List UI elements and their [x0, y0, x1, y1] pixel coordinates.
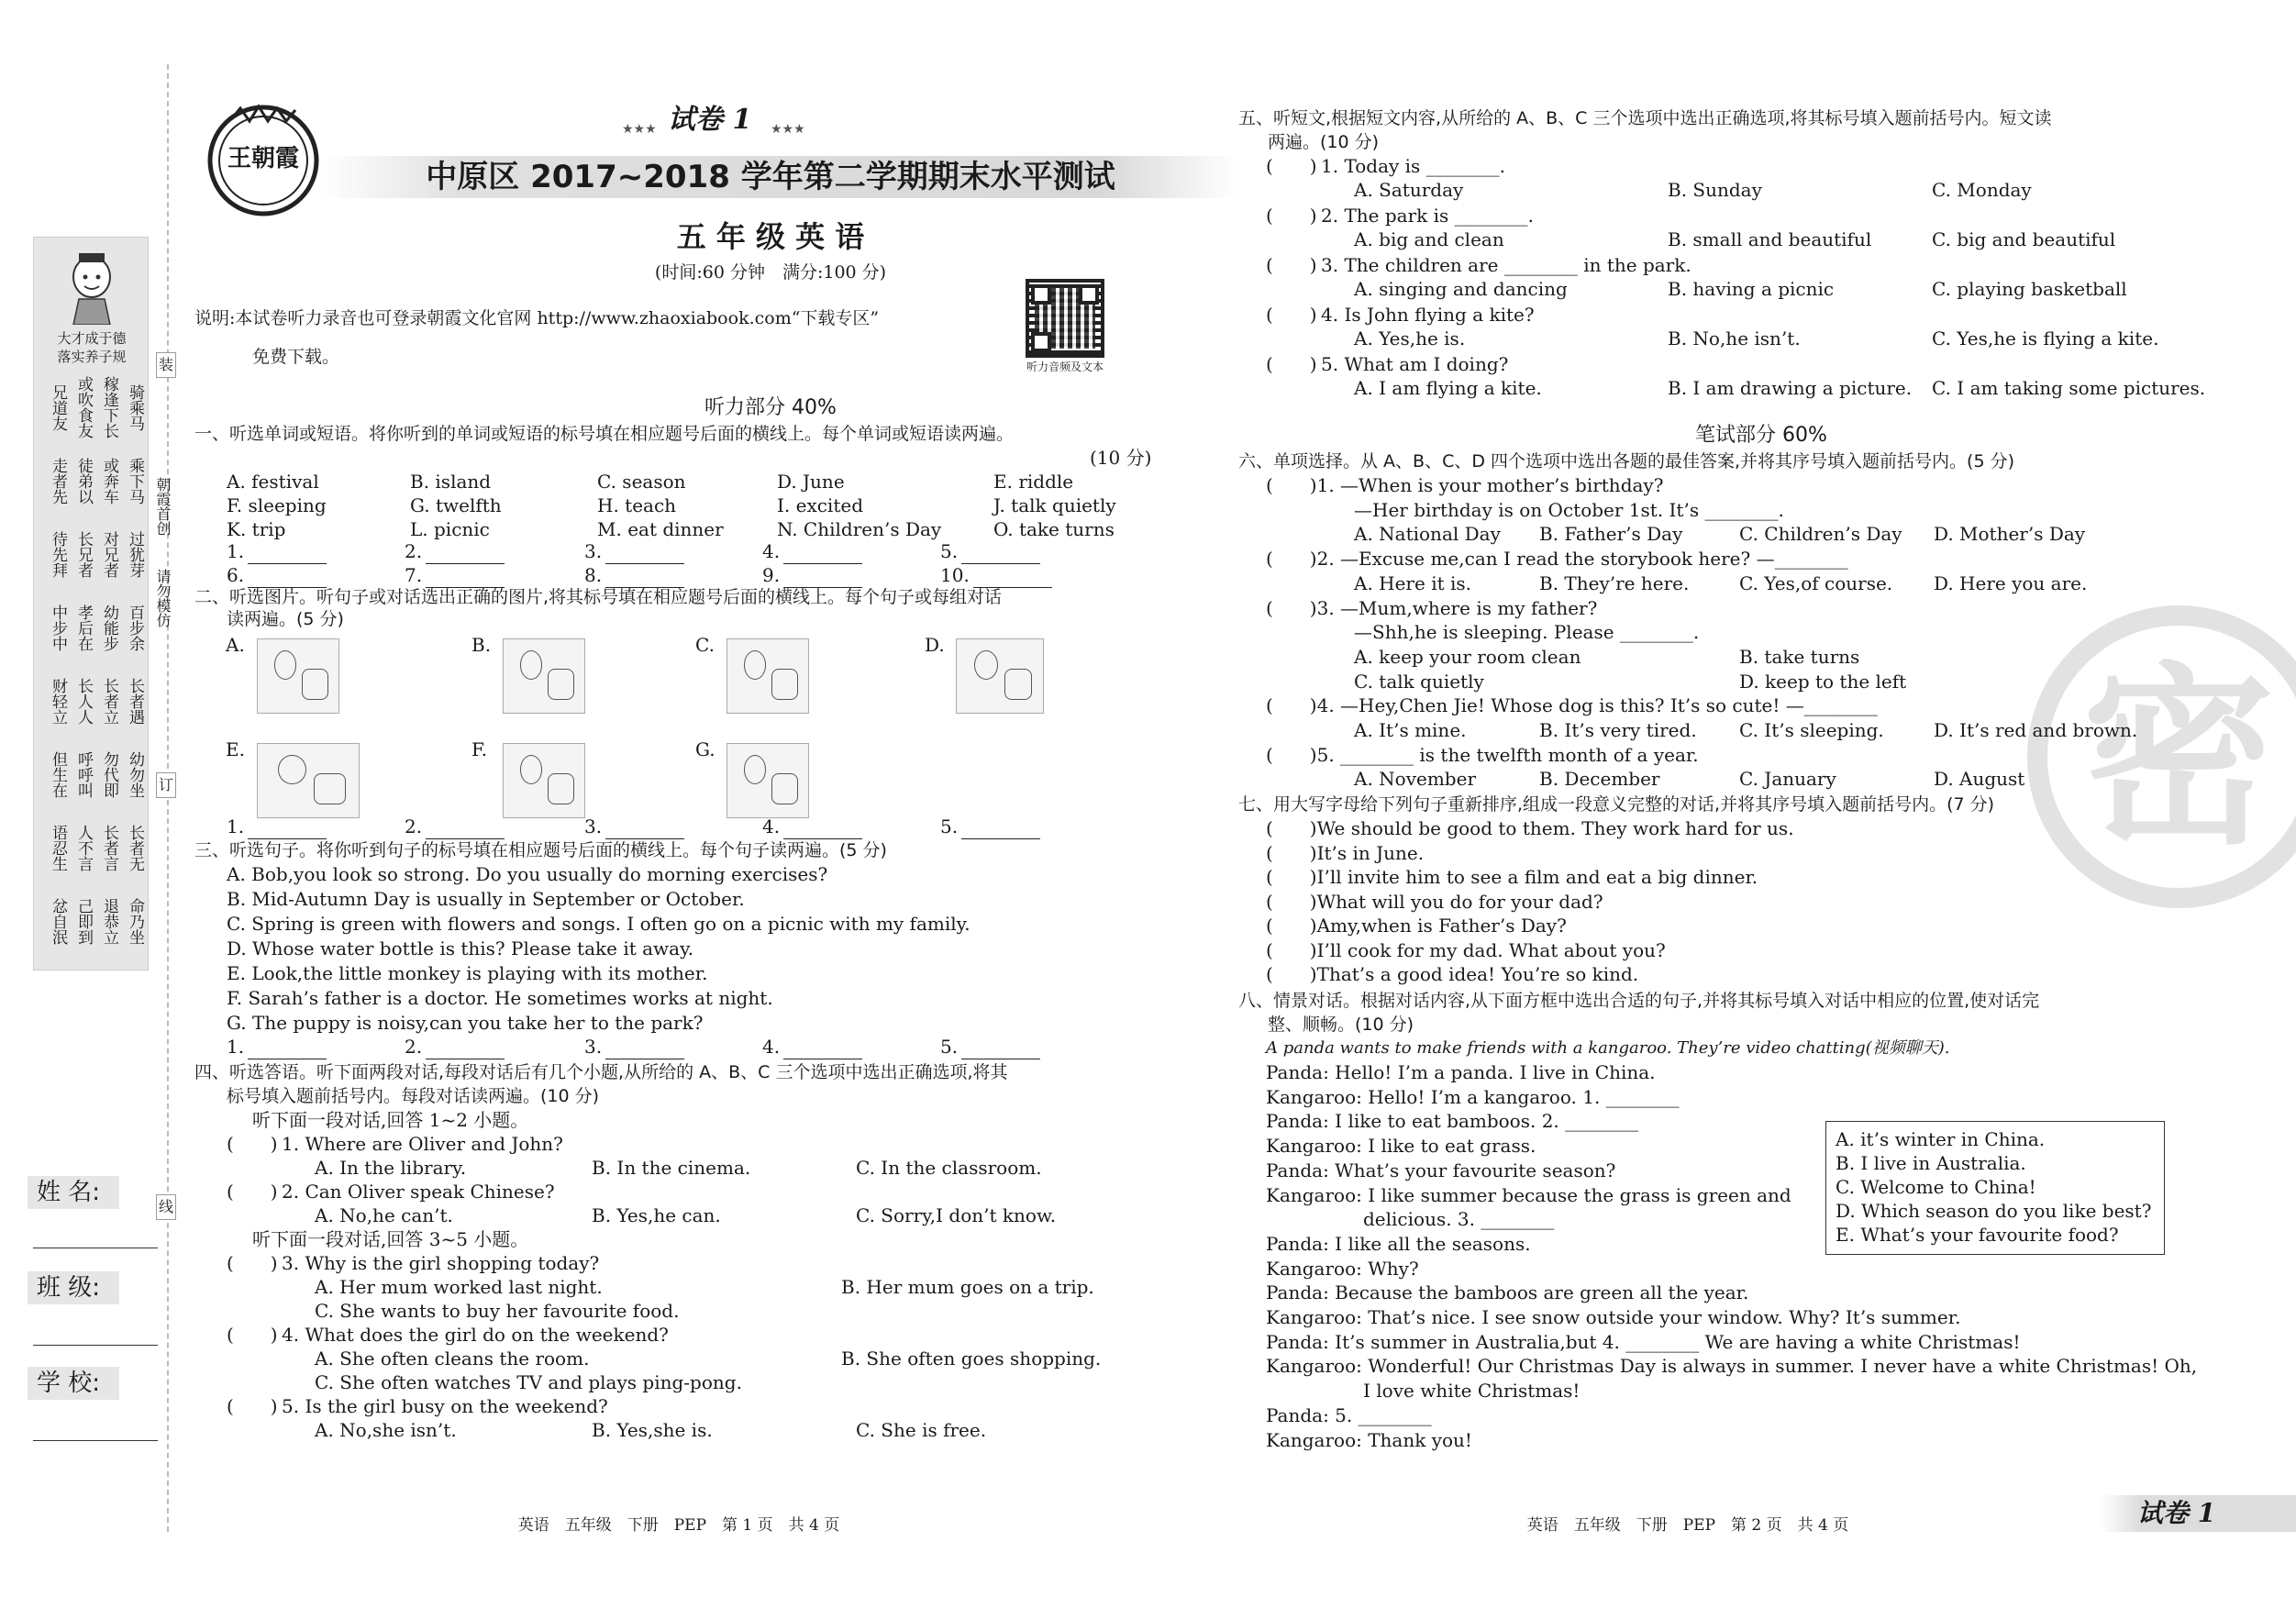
word-option: A. festival [227, 471, 319, 493]
section-6-questions [1266, 473, 2293, 794]
choice-c: C. I am taking some pictures. [1932, 377, 2206, 399]
answer-blank[interactable] [584, 563, 684, 588]
school-label: 学 校: [28, 1367, 119, 1400]
word-option: H. teach [597, 494, 677, 516]
choice-c: C. In the classroom. [856, 1157, 1042, 1179]
answer-blank[interactable] [762, 539, 862, 564]
poem-column: 长兄者 [74, 530, 93, 578]
sentence-option: D. Whose water bottle is this? Please take it away. [227, 937, 694, 959]
picture-label: C. [695, 634, 715, 656]
choice-b: B. small and beautiful [1668, 228, 1872, 250]
answer-line[interactable] [248, 815, 327, 839]
picture-label: F. [471, 738, 488, 760]
poem-column: 退恭立 [100, 897, 118, 945]
answer-bracket[interactable]: ( ) [227, 1252, 278, 1274]
sentence-option: F. Sarah’s father is a doctor. He sometimes works at night. [227, 987, 773, 1009]
blank-number: 3. [584, 1036, 603, 1058]
choice-b: B. They’re here. [1539, 571, 1690, 594]
word-option: F. sleeping [227, 494, 327, 516]
blank-number: 4. [762, 540, 781, 562]
question-text: 1. Where are Oliver and John? [282, 1133, 563, 1155]
answer-line[interactable] [783, 539, 862, 564]
question-text: 2. The park is ________. [1321, 205, 1534, 227]
picture-image [257, 638, 339, 714]
section-4-questions [227, 1108, 1162, 1457]
poem-column: 或吹食友 [74, 376, 93, 438]
word-option: J. talk quietly [993, 494, 1116, 516]
answer-line[interactable] [961, 539, 1040, 564]
poem-column: 过犹芽 [126, 530, 144, 578]
question-line: A. Here it is. [1354, 571, 1471, 594]
poem-column: 孝后在 [74, 604, 93, 651]
picture-image [727, 743, 809, 818]
series-label: 试卷 1 [668, 104, 752, 136]
blank-number: 3. [584, 815, 603, 837]
question-stem[interactable]: ( )1. —When is your mother’s birthday? [1266, 474, 1664, 496]
blank-number: 5. [940, 1036, 959, 1058]
poem-column: 稼逢下长 [100, 376, 118, 438]
section-3-sentences [227, 862, 1162, 1037]
dialog-line: Panda: Hello! I’m a panda. I live in China. [1266, 1061, 1656, 1083]
listening-section-title: 听力部分 40% [704, 396, 837, 419]
blank-number: 10. [940, 564, 970, 586]
dialog-line: Panda: Because the bamboos are green all the year. [1266, 1281, 1749, 1304]
picture-label: G. [695, 738, 715, 760]
choice-c: C. Yes,of course. [1739, 571, 1893, 594]
box-option: C. Welcome to China! [1836, 1176, 2036, 1198]
answer-line[interactable] [426, 815, 505, 839]
choice-d: D. Here you are. [1934, 571, 2088, 594]
school-field[interactable] [33, 1440, 158, 1441]
box-option: D. Which season do you like best? [1836, 1200, 2152, 1222]
poem-column: 走者先 [49, 457, 67, 505]
picture-label: E. [226, 738, 245, 760]
section-7-title: 七、用大写字母给下列句子重新排序,组成一段意义完整的对话,并将其序号填入题前括号内。(7 分) [1238, 794, 1995, 815]
dialog-line: Panda: What’s your favourite season? [1266, 1159, 1616, 1181]
choice-d: D. It’s red and brown. [1934, 719, 2138, 741]
class-field[interactable] [33, 1345, 158, 1346]
section-2-blanks [227, 815, 1162, 840]
answer-bracket[interactable]: ( ) [227, 1324, 278, 1346]
choice-c: C. January [1739, 768, 1836, 791]
word-option: M. eat dinner [597, 518, 724, 540]
section-4-title: 四、听选答语。听下面两段对话,每段对话后有几个小题,从所给的 A、B、C 三个选项中选出正确选项,将其 [194, 1062, 1008, 1082]
section-8-title-cont: 整、顺畅。(10 分) [1268, 1015, 1414, 1035]
poem-column: 人不言 [74, 824, 93, 871]
answer-blank[interactable] [227, 563, 327, 588]
ordering-line[interactable]: ( )That’s a good idea! You’re so kind. [1266, 963, 1639, 985]
section-5-questions [1266, 154, 2293, 402]
question-line: —Her birthday is on October 1st. It’s ________. [1354, 498, 1784, 521]
answer-bracket[interactable]: ( ) [1266, 353, 1317, 375]
section-6-title: 六、单项选择。从 A、B、C、D 四个选项中选出各题的最佳答案,并将其序号填入题前括号内。(5 分) [1238, 451, 2015, 471]
choice-b: B. Her mum goes on a trip. [841, 1276, 1094, 1298]
answer-line[interactable] [961, 815, 1040, 839]
mascot-icon [48, 246, 136, 325]
answer-blank[interactable] [762, 815, 862, 839]
dialog-line: Kangaroo: Wonderful! Our Christmas Day is always in summer. I never have a white Christmas! Oh, [1266, 1355, 2198, 1378]
poem-column: 忿自泯 [49, 897, 67, 945]
class-label: 班 级: [28, 1271, 119, 1304]
word-option: N. Children’s Day [777, 518, 942, 540]
poem-column: 己即到 [74, 897, 93, 945]
blank-number: 2. [405, 540, 423, 562]
blank-number: 5. [940, 815, 959, 837]
answer-line[interactable] [783, 1035, 862, 1059]
word-option: G. twelfth [410, 494, 502, 516]
dialog-line: Kangaroo: I like to eat grass. [1266, 1135, 1536, 1158]
section-3-blanks [227, 1035, 1162, 1060]
choice-c: C. big and beautiful [1932, 228, 2116, 250]
choice-c: C. Monday [1932, 179, 2032, 201]
sentence-option: E. Look,the little monkey is playing with its mother. [227, 962, 708, 984]
page-footer-left: 英语 五年级 下册 PEP 第 1 页 共 4 页 [517, 1516, 840, 1535]
blank-number: 8. [584, 564, 603, 586]
sentence-option: A. Bob,you look so strong. Do you usually do morning exercises? [227, 863, 828, 885]
answer-blank[interactable] [940, 539, 1040, 564]
picture-label: A. [226, 634, 245, 656]
choice-b: B. Yes,she is. [592, 1419, 713, 1441]
answer-line[interactable] [961, 1035, 1040, 1059]
page-left [183, 0, 1174, 1597]
choice-a: A. I am flying a kite. [1354, 377, 1542, 399]
section-3-title: 三、听选句子。将你听到句子的标号填在相应题号后面的横线上。每个句子读两遍。(5 分) [194, 840, 887, 860]
dialog-line: Kangaroo: I like summer because the grass is green and [1266, 1183, 1791, 1206]
word-option: B. island [410, 471, 492, 493]
answer-line[interactable] [605, 1035, 684, 1059]
choice-d: D. Mother’s Day [1934, 523, 2086, 546]
choice-b: B. December [1539, 768, 1660, 791]
poem-column: 命乃坐 [126, 897, 144, 945]
blank-number: 3. [584, 540, 603, 562]
word-option: O. take turns [993, 518, 1115, 540]
choice-b: B. having a picnic [1668, 278, 1835, 300]
choice-c: C. She is free. [856, 1419, 987, 1441]
qr-code-icon [1026, 279, 1104, 358]
choice-c: C. playing basketball [1932, 278, 2127, 300]
answer-blank[interactable] [227, 539, 327, 564]
question-text: 4. What does the girl do on the weekend? [282, 1324, 669, 1346]
blank-number: 2. [405, 1036, 423, 1058]
answer-line[interactable] [605, 815, 684, 839]
answer-line[interactable] [426, 539, 505, 564]
word-option: L. picnic [410, 518, 490, 540]
poem-column: 但生在 [49, 750, 67, 798]
poem-column: 乘下马 [126, 457, 144, 505]
poem-column: 兄道友 [49, 383, 67, 431]
dialog-line: Kangaroo: Thank you! [1266, 1428, 1472, 1451]
choice-b: B. It’s very tired. [1539, 719, 1697, 741]
choice-a: A. big and clean [1354, 228, 1504, 250]
question-text: 2. Can Oliver speak Chinese? [282, 1181, 555, 1203]
answer-blank[interactable] [940, 1035, 1040, 1059]
picture-image [727, 638, 809, 714]
answer-blank[interactable] [940, 563, 1052, 588]
choice-b: B. I am drawing a picture. [1668, 377, 1913, 399]
blank-number: 4. [762, 815, 781, 837]
dialog-line: Panda: 5. ________ [1266, 1403, 1432, 1426]
sidebar-slogan-2: 落实养子规 [57, 349, 127, 365]
answer-blank[interactable] [584, 539, 684, 564]
dialog-line: I love white Christmas! [1363, 1380, 1581, 1403]
choice-b: B. She often goes shopping. [841, 1347, 1102, 1370]
poem-column: 百步余 [126, 604, 144, 651]
note-line-2: 免费下载。 [252, 347, 340, 367]
blank-number: 5. [940, 540, 959, 562]
poem-column: 幼勿坐 [126, 750, 144, 798]
dialog-line: Kangaroo: That’s nice. I see snow outside your window. Why? It’s summer. [1266, 1306, 1961, 1328]
blank-number: 4. [762, 1036, 781, 1058]
choice-c: C. Children’s Day [1739, 523, 1902, 546]
word-option: E. riddle [993, 471, 1074, 493]
blank-number: 7. [405, 564, 423, 586]
sentence-option: G. The puppy is noisy,can you take her to the park? [227, 1012, 704, 1034]
ordering-line[interactable]: ( )What will you do for your dad? [1266, 890, 1603, 913]
sidebar-poem [37, 374, 147, 961]
poem-column: 长者言 [100, 824, 118, 871]
answer-line[interactable] [783, 815, 862, 839]
choice-a: A. singing and dancing [1354, 278, 1568, 300]
poem-column: 财轻立 [49, 677, 67, 725]
binding-mark-zhuang: 装 [156, 352, 176, 378]
answer-line[interactable] [783, 563, 862, 588]
question-line: A. It’s mine. [1354, 719, 1467, 741]
choice-a: A. Saturday [1354, 179, 1464, 201]
question-line: A. keep your room clean [1354, 645, 1581, 668]
picture-image [503, 638, 585, 714]
series-stars-right: ★★★ [771, 122, 805, 137]
answer-blank[interactable] [762, 563, 862, 588]
sidebar-vertical-note-2: 请勿模仿 [154, 569, 172, 627]
choice-a: A. No,she isn’t. [315, 1419, 457, 1441]
choice-b: B. Father’s Day [1539, 523, 1683, 546]
ordering-line[interactable]: ( )I’ll invite him to see a film and eat a big dinner. [1266, 866, 1758, 888]
section-8-dialog [1266, 1060, 2293, 1455]
dialog-line: Panda: I like all the seasons. [1266, 1232, 1531, 1255]
poem-column: 或奔车 [100, 457, 118, 505]
answer-line[interactable] [248, 563, 327, 588]
answer-line[interactable] [248, 1035, 327, 1059]
answer-bracket[interactable]: ( ) [1266, 155, 1317, 177]
answer-blank[interactable] [405, 815, 505, 839]
poem-column: 长人人 [74, 677, 93, 725]
answer-blank[interactable] [227, 1035, 327, 1059]
dialog-intro: 听下面一段对话,回答 1~2 小题。 [252, 1109, 529, 1131]
question-stem[interactable]: ( )5. ________ is the twelfth month of a year. [1266, 743, 1699, 766]
binding-mark-ding: 订 [156, 772, 176, 798]
poem-column: 长者遇 [126, 677, 144, 725]
dialog-line: Kangaroo: Hello! I’m a kangaroo. 1. ________ [1266, 1085, 1680, 1108]
binding-mark-xian: 线 [156, 1194, 176, 1220]
picture-image [503, 743, 585, 818]
section-1-title: 一、听选单词或短语。将你听到的单词或短语的标号填在相应题号后面的横线上。每个单词或短语读两遍。 [194, 424, 1015, 444]
blank-number: 1. [227, 1036, 245, 1058]
choice-c: C. It’s sleeping. [1739, 719, 1884, 741]
subject-title: 五 年 级 英 语 [676, 219, 865, 254]
question-text: 5. Is the girl busy on the weekend? [282, 1395, 608, 1417]
answer-blank[interactable] [940, 815, 1040, 839]
choice-a: A. In the library. [315, 1157, 467, 1179]
question-stem[interactable]: ( )2. —Excuse me,can I read the storybook here? —________ [1266, 548, 1848, 571]
answer-blank[interactable] [584, 1035, 684, 1059]
dialog-intro: 听下面一段对话,回答 3~5 小题。 [252, 1228, 529, 1250]
answer-bracket[interactable]: ( ) [1266, 205, 1317, 227]
choice-a: A. Her mum worked last night. [315, 1276, 603, 1298]
choice-b: B. No,he isn’t. [1668, 327, 1801, 349]
answer-blank[interactable] [584, 815, 684, 839]
blank-number: 6. [227, 564, 245, 586]
question-text: 5. What am I doing? [1321, 353, 1509, 375]
blank-number: 1. [227, 815, 245, 837]
sidebar-vertical-note-1: 朝霞首创 [154, 477, 172, 536]
question-line: A. National Day [1354, 523, 1501, 546]
sidebar-slogan-1: 大才成于德 [57, 330, 127, 347]
word-option: D. June [777, 471, 845, 493]
choice-a: A. She often cleans the room. [315, 1347, 590, 1370]
section-8-intro: A panda wants to make friends with a kangaroo. They’re video chatting(视频聊天). [1266, 1038, 1950, 1058]
section-1-score: (10 分) [1090, 447, 1152, 469]
poem-column: 徒弟以 [74, 457, 93, 505]
blank-number: 2. [405, 815, 423, 837]
poem-column: 呼呼叫 [74, 750, 93, 798]
exam-title: 中原区 2017~2018 学年第二学期期末水平测试 [426, 159, 1115, 195]
section-8-title: 八、情景对话。根据对话内容,从下面方框中选出合适的句子,并将其标号填入对话中相应的位置,使对话完 [1238, 991, 2040, 1011]
poem-column: 长者无 [126, 824, 144, 871]
choice-a: A. Yes,he is. [1354, 327, 1466, 349]
name-label: 姓 名: [28, 1176, 119, 1209]
note-line-1: 说明:本试卷听力录音也可登录朝霞文化官网 http://www.zhaoxiabook.com“下载专区” [194, 308, 880, 328]
corner-label: 试卷 1 [2137, 1498, 2216, 1528]
section-7-lines [1266, 816, 2293, 987]
section-2-title-cont: 读两遍。(5 分) [227, 609, 344, 629]
question-stem[interactable]: ( )3. —Mum,where is my father? [1266, 596, 1598, 619]
word-option: K. trip [227, 518, 286, 540]
dialog-line: delicious. 3. ________ [1363, 1208, 1555, 1231]
ordering-line[interactable]: ( )Amy,when is Father’s Day? [1266, 915, 1567, 937]
choice-b: B. In the cinema. [592, 1157, 751, 1179]
box-option: B. I live in Australia. [1836, 1152, 2026, 1174]
ordering-line[interactable]: ( )We should be good to them. They work hard for us. [1266, 817, 1794, 839]
dialog-line: Panda: I like to eat bamboos. 2. ________ [1266, 1110, 1639, 1133]
sentence-option: B. Mid-Autumn Day is usually in September or October. [227, 888, 745, 910]
word-option: C. season [597, 471, 686, 493]
answer-blank[interactable] [227, 815, 327, 839]
brand-logo-text: 王朝霞 [227, 145, 299, 172]
answer-bracket[interactable]: ( ) [227, 1181, 278, 1203]
word-option: I. excited [777, 494, 864, 516]
section-4-title-cont: 标号填入题前括号内。每段对话读两遍。(10 分) [227, 1086, 600, 1106]
poem-column: 中步中 [49, 604, 67, 651]
section-8-option-box [1825, 1121, 2165, 1255]
left-margin [0, 0, 174, 1597]
dialog-line: Kangaroo: Why? [1266, 1257, 1419, 1280]
question-line: C. talk quietly [1354, 670, 1484, 693]
sentence-option: C. Spring is green with flowers and songs. I often go on a picnic with my family. [227, 913, 971, 935]
answer-bracket[interactable]: ( ) [227, 1395, 278, 1417]
poem-column: 对兄者 [100, 530, 118, 578]
box-option: E. What’s your favourite food? [1836, 1224, 2119, 1246]
section-2-title: 二、听选图片。听句子或对话选出正确的图片,将其标号填在相应题号后面的横线上。每个句子或每组对话 [194, 587, 1003, 607]
series-stars-left: ★★★ [622, 122, 657, 137]
ordering-line[interactable]: ( )It’s in June. [1266, 841, 1425, 864]
answer-bracket[interactable]: ( ) [227, 1133, 278, 1155]
answer-bracket[interactable]: ( ) [1266, 254, 1317, 276]
answer-line[interactable] [605, 563, 684, 588]
answer-blank[interactable] [762, 1035, 862, 1059]
poem-column: 待先拜 [49, 530, 67, 578]
section-2-pictures [220, 633, 1156, 816]
brand-logo-icon [204, 101, 323, 220]
picture-image [956, 638, 1044, 714]
choice-c: C. She wants to buy her favourite food. [315, 1300, 680, 1322]
answer-line[interactable] [605, 539, 684, 564]
poem-column: 勿代即 [100, 750, 118, 798]
question-text: 3. The children are ________ in the park. [1321, 254, 1691, 276]
choice-c: C. Yes,he is flying a kite. [1932, 327, 2159, 349]
dialog-line: Panda: It’s summer in Australia,but 4. ________ We are having a white Christmas! [1266, 1330, 2021, 1353]
choice-c: B. take turns [1739, 645, 1860, 668]
page-right [1229, 0, 2296, 1597]
poem-column: 语忍生 [49, 824, 67, 871]
choice-c: D. keep to the left [1739, 670, 1907, 693]
choice-c: C. She often watches TV and plays ping-pong. [315, 1371, 742, 1393]
question-line: —Shh,he is sleeping. Please ________. [1354, 621, 1700, 644]
section-1-options [227, 470, 1162, 543]
choice-c: C. Sorry,I don’t know. [856, 1204, 1057, 1226]
stamp-text: 密 [2081, 646, 2275, 871]
choice-b: B. Yes,he can. [592, 1204, 721, 1226]
answer-line[interactable] [248, 539, 327, 564]
question-text: 1. Today is ________. [1321, 155, 1506, 177]
ordering-line[interactable]: ( )I’ll cook for my dad. What about you? [1266, 938, 1666, 961]
question-text: 4. Is John flying a kite? [1321, 304, 1535, 326]
choice-a: A. No,he can’t. [315, 1204, 453, 1226]
answer-line[interactable] [973, 563, 1052, 588]
answer-blank[interactable] [405, 1035, 505, 1059]
picture-label: B. [471, 634, 492, 656]
time-info: (时间:60 分钟 满分:100 分) [654, 262, 887, 283]
blank-number: 9. [762, 564, 781, 586]
poem-column: 幼能步 [100, 604, 118, 651]
answer-line[interactable] [426, 563, 505, 588]
qr-caption: 听力音频及文本 [1026, 360, 1104, 373]
answer-blank[interactable] [405, 563, 505, 588]
section-5-title: 五、听短文,根据短文内容,从所给的 A、B、C 三个选项中选出正确选项,将其标号填入题前括号内。短文读 [1238, 108, 2052, 128]
choice-b: B. Sunday [1668, 179, 1762, 201]
page-footer-right: 英语 五年级 下册 PEP 第 2 页 共 4 页 [1526, 1516, 1849, 1535]
blank-number: 1. [227, 540, 245, 562]
question-text: 3. Why is the girl shopping today? [282, 1252, 600, 1274]
picture-image [257, 743, 360, 818]
section-5-title-cont: 两遍。(10 分) [1268, 132, 1380, 152]
answer-line[interactable] [426, 1035, 505, 1059]
writing-section-title: 笔试部分 60% [1695, 424, 1827, 447]
question-line: A. November [1354, 768, 1476, 791]
answer-blank[interactable] [405, 539, 505, 564]
margin-dashed-line [167, 64, 169, 1532]
poem-column: 骑乘马 [126, 383, 144, 431]
question-stem[interactable]: ( )4. —Hey,Chen Jie! Whose dog is this? It’s so cute! —________ [1266, 694, 1878, 717]
answer-bracket[interactable]: ( ) [1266, 304, 1317, 326]
box-option: A. it’s winter in China. [1836, 1128, 2046, 1150]
picture-label: D. [925, 634, 945, 656]
choice-d: D. August [1934, 768, 2025, 791]
poem-column: 长者立 [100, 677, 118, 725]
section-1-blanks [227, 539, 1162, 591]
